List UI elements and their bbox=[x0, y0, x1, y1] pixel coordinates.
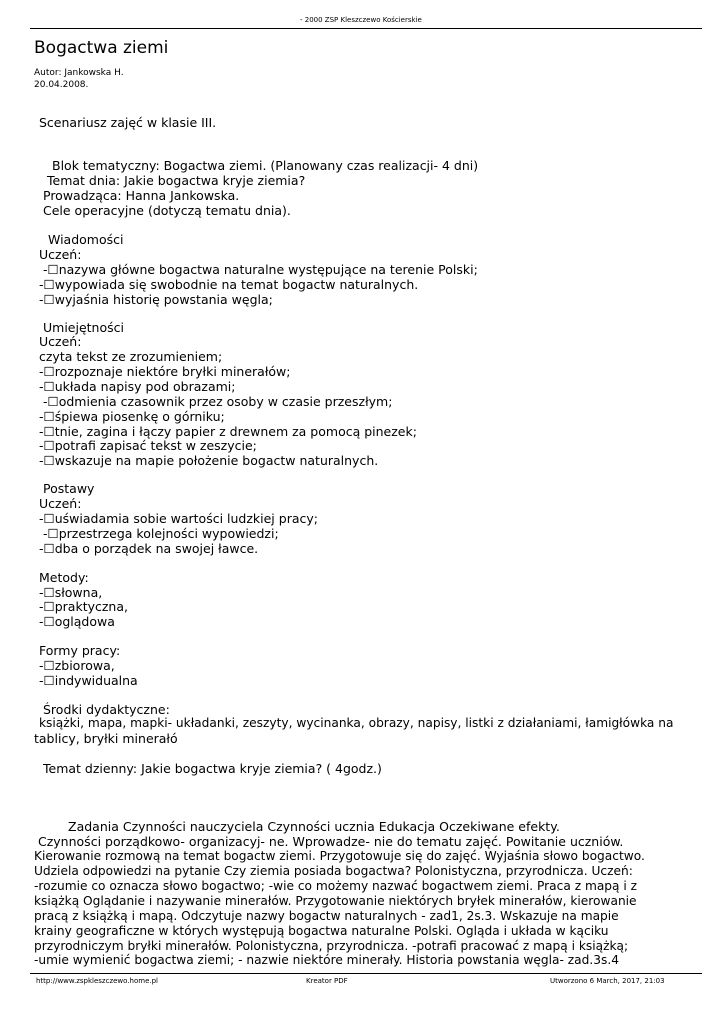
section-heading: Środki dydaktyczne: bbox=[43, 702, 170, 717]
body-line: książką Oglądanie i nazywanie minerałów. Przygotowanie niektórych bryłek minerałów, kierowanie bbox=[34, 894, 637, 908]
list-item: -☐układa napisy pod obrazami; bbox=[39, 379, 236, 394]
header-text: - 2000 ZSP Kleszczewo Kościerskie bbox=[300, 16, 422, 24]
list-item: -☐wskazuje na mapie położenie bogactw naturalnych. bbox=[39, 453, 379, 468]
body-line: czyta tekst ze zrozumieniem; bbox=[39, 349, 223, 364]
section-heading: Postawy bbox=[43, 481, 95, 496]
section-heading: Umiejętności bbox=[43, 320, 124, 335]
body-line: Kierowanie rozmową na temat bogactw ziemi. Przygotowuje się do zajęć. Wyjaśnia słowo bogactwo. bbox=[34, 849, 645, 863]
body-line: Uczeń: bbox=[39, 247, 82, 262]
section-heading: Wiadomości bbox=[48, 232, 124, 247]
list-item: -☐uświadamia sobie wartości ludzkiej pracy; bbox=[39, 511, 318, 526]
body-line: Temat dnia: Jakie bogactwa kryje ziemia? bbox=[47, 173, 306, 188]
list-item: -☐nazywa główne bogactwa naturalne występujące na terenie Polski; bbox=[43, 262, 478, 277]
body-line: Czynności porządkowo- organizacyj- ne. Wprowadze- nie do tematu zajęć. Powitanie uczniów. bbox=[38, 834, 624, 849]
header-rule bbox=[30, 28, 702, 29]
list-item: -☐praktyczna, bbox=[39, 599, 128, 614]
list-item: -☐wypowiada się swobodnie na temat bogactw naturalnych. bbox=[39, 277, 419, 292]
footer-creator: Kreator PDF bbox=[306, 977, 348, 985]
body-line: Prowadząca: Hanna Jankowska. bbox=[43, 188, 240, 203]
body-line: Blok tematyczny: Bogactwa ziemi. (Planowany czas realizacji- 4 dni) bbox=[52, 158, 479, 173]
date-line: 20.04.2008. bbox=[34, 80, 89, 90]
body-line: Udziela odpowiedzi na pytanie Czy ziemia posiada bogactwa? Polonistyczna, przyrodnicza. Uczeń: bbox=[34, 864, 633, 878]
body-line: przyrodniczym bryłki minerałów. Polonistyczna, przyrodnicza. -potrafi pracować z mapą i książką; bbox=[34, 939, 629, 953]
list-item: -☐zbiorowa, bbox=[39, 658, 115, 673]
section-heading: Formy pracy: bbox=[39, 643, 121, 658]
body-line: -rozumie co oznacza słowo bogactwo; -wie co możemy nazwać bogactwem ziemi. Praca z mapą i z bbox=[34, 879, 638, 893]
list-item: -☐przestrzega kolejności wypowiedzi; bbox=[43, 526, 279, 541]
body-line: krainy geograficzne w których występują bogactwa naturalne Polski. Ogląda i układa w kąciku bbox=[34, 924, 609, 938]
list-item: -☐słowna, bbox=[39, 585, 103, 600]
body-line: -umie wymienić bogactwa ziemi; - nazwie niektóre minerały. Historia powstania węgla- zad.3s.4 bbox=[34, 953, 619, 967]
list-item: -☐oglądowa bbox=[39, 614, 115, 629]
body-line: tablicy, bryłki minerałó bbox=[34, 731, 178, 746]
body-line: Uczeń: bbox=[39, 496, 82, 511]
list-item: -☐odmienia czasownik przez osoby w czasie przeszłym; bbox=[43, 394, 393, 409]
body-line: książki, mapa, mapki- układanki, zeszyty, wycinanka, obrazy, napisy, listki z działaniami, łamigłówka na bbox=[39, 716, 674, 730]
list-item: -☐potrafi zapisać tekst w zeszycie; bbox=[39, 438, 257, 453]
document-title: Bogactwa ziemi bbox=[34, 38, 169, 58]
body-line: Scenariusz zajęć w klasie III. bbox=[39, 115, 217, 130]
list-item: -☐tnie, zagina i łączy papier z drewnem za pomocą pinezek; bbox=[39, 424, 417, 439]
body-line: Cele operacyjne (dotyczą tematu dnia). bbox=[43, 203, 291, 218]
list-item: -☐rozpoznaje niektóre bryłki minerałów; bbox=[39, 364, 291, 379]
body-line: pracą z książką i mapą. Odczytuje nazwy bogactw naturalnych - zad1, 2s.3. Wskazuje na mapie bbox=[34, 909, 619, 923]
list-item: -☐dba o porządek na swojej ławce. bbox=[39, 541, 259, 556]
list-item: -☐indywidualna bbox=[39, 673, 138, 688]
list-item: -☐wyjaśnia historię powstania węgla; bbox=[39, 292, 273, 307]
body-line: Temat dzienny: Jakie bogactwa kryje ziemia? ( 4godz.) bbox=[43, 761, 382, 776]
footer-created-date: Utworzono 6 March, 2017, 21:03 bbox=[550, 977, 665, 985]
footer-rule bbox=[30, 973, 702, 974]
list-item: -☐śpiewa piosenkę o górniku; bbox=[39, 409, 225, 424]
table-header-line: Zadania Czynności nauczyciela Czynności ucznia Edukacja Oczekiwane efekty. bbox=[68, 819, 560, 834]
footer-url[interactable]: http://www.zspkleszczewo.home.pl bbox=[36, 977, 158, 985]
author-line: Autor: Jankowska H. bbox=[34, 68, 124, 78]
body-line: Uczeń: bbox=[39, 334, 82, 349]
section-heading: Metody: bbox=[39, 570, 89, 585]
